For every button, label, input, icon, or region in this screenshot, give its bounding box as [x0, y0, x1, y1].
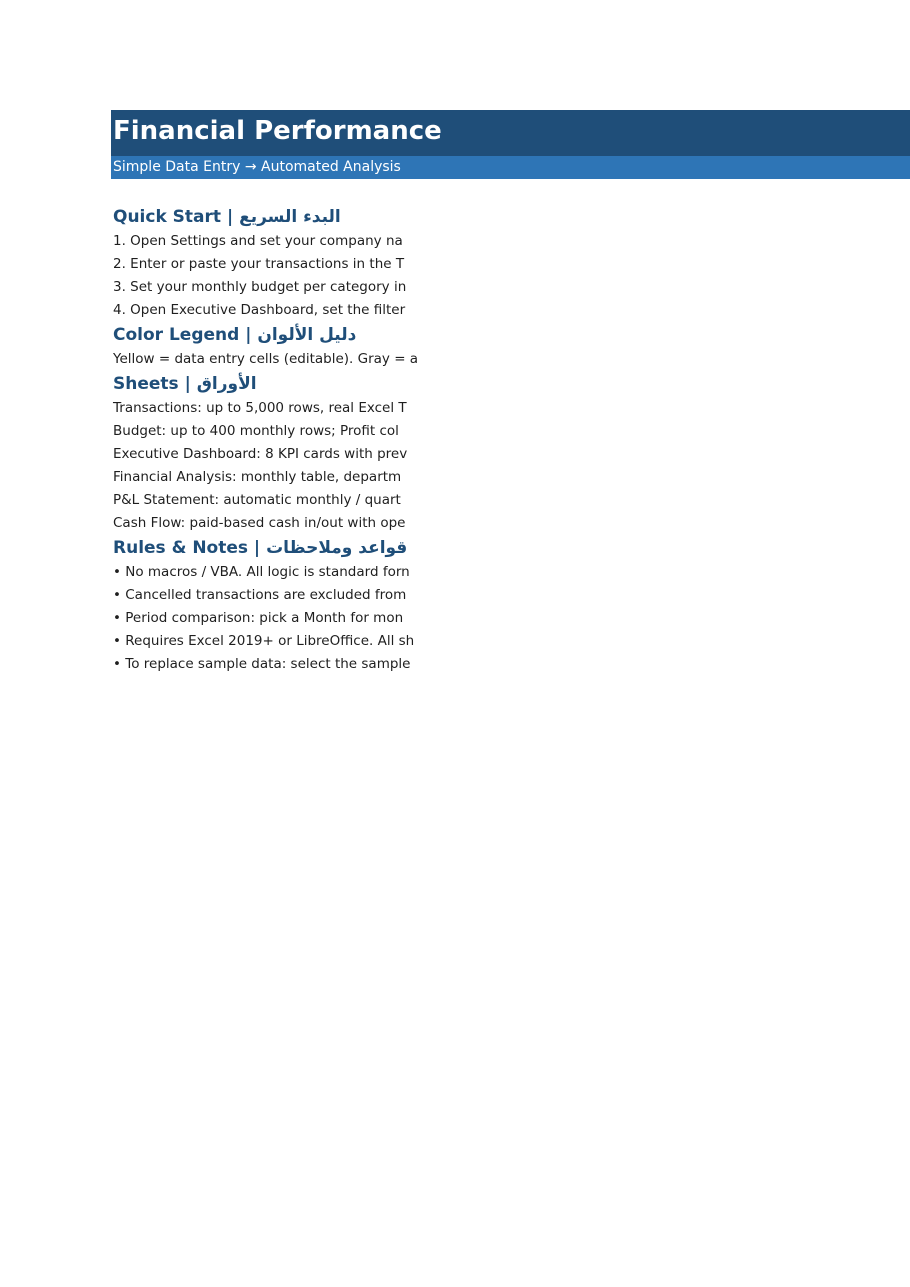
- quick-start-line[interactable]: 4. Open Executive Dashboard, set the filter: [113, 302, 406, 318]
- title-bar: [111, 110, 910, 156]
- page-title: Financial Performance: [113, 116, 442, 146]
- rules-line[interactable]: • Period comparison: pick a Month for mon: [113, 610, 404, 626]
- rules-line[interactable]: • Cancelled transactions are excluded from: [113, 587, 407, 603]
- section-title-quick-start[interactable]: Quick Start | البدء السريع: [113, 207, 341, 227]
- sheets-line[interactable]: Cash Flow: paid-based cash in/out with ope: [113, 515, 406, 531]
- rules-line[interactable]: • Requires Excel 2019+ or LibreOffice. All sh: [113, 633, 415, 649]
- section-title-sheets[interactable]: Sheets | الأوراق: [113, 374, 257, 394]
- subtitle-cell[interactable]: [111, 156, 401, 179]
- section-title-color-legend[interactable]: Color Legend | دليل الألوان: [113, 325, 357, 345]
- sheets-line[interactable]: Executive Dashboard: 8 KPI cards with prev: [113, 446, 408, 462]
- quick-start-line[interactable]: 2. Enter or paste your transactions in the T: [113, 256, 405, 272]
- sheets-line[interactable]: Budget: up to 400 monthly rows; Profit col: [113, 423, 399, 439]
- rules-line[interactable]: • No macros / VBA. All logic is standard forn: [113, 564, 410, 580]
- sheets-line[interactable]: P&L Statement: automatic monthly / quart: [113, 492, 401, 508]
- instructions-content: [111, 179, 419, 676]
- quick-start-line[interactable]: 3. Set your monthly budget per category in: [113, 279, 407, 295]
- rules-line[interactable]: • To replace sample data: select the sample: [113, 656, 411, 672]
- color-legend-line[interactable]: Yellow = data entry cells (editable). Gray = a: [113, 351, 419, 367]
- subtitle-bar: [111, 156, 910, 179]
- title-cell[interactable]: [111, 110, 442, 156]
- section-title-rules-notes[interactable]: Rules & Notes | قواعد وملاحظات: [113, 538, 408, 558]
- page-subtitle: Simple Data Entry → Automated Analysis: [113, 159, 401, 175]
- quick-start-line[interactable]: 1. Open Settings and set your company na: [113, 233, 403, 249]
- spreadsheet-sheet: [111, 110, 910, 676]
- sheets-line[interactable]: Financial Analysis: monthly table, departm: [113, 469, 402, 485]
- sheets-line[interactable]: Transactions: up to 5,000 rows, real Excel T: [113, 400, 407, 416]
